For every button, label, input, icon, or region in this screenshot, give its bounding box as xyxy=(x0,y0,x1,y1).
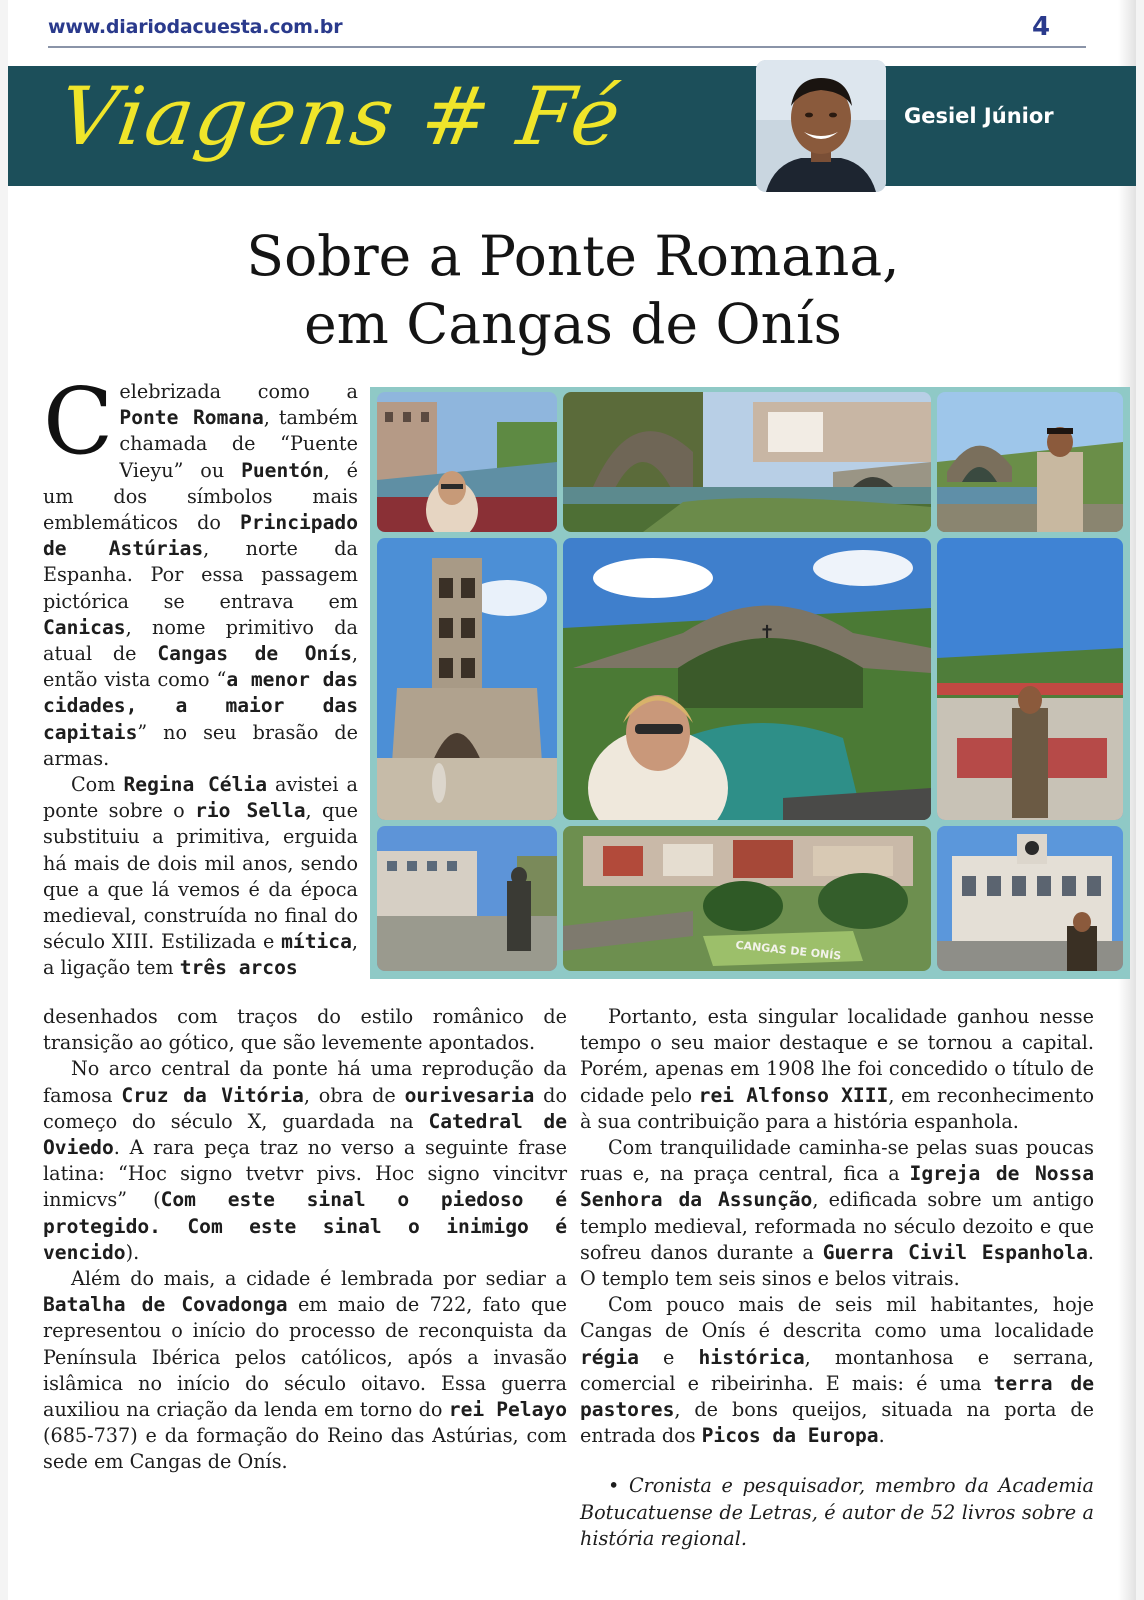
text: do começo do século X, guardada na xyxy=(43,1083,568,1133)
text: Com xyxy=(71,773,124,797)
text: Portanto, esta singular localidade ganhou nesse tempo o seu maior destaque e se tornou a capital. Porém, apenas em 1908 lhe foi concedido o título de cidade pelo xyxy=(580,1005,1094,1107)
author-footnote: • Cronista e pesquisador, membro da Academia Botucatuense de Letras, é autor de 52 livros sobre a história regional. xyxy=(580,1474,1094,1550)
text: Com tranquilidade caminha-se pelas suas poucas ruas e, na praça central, fica a xyxy=(580,1136,1094,1186)
text: , nome primitivo da atual de xyxy=(43,615,358,666)
text: , obra de xyxy=(303,1083,405,1107)
column-title: Viagens # Fé xyxy=(53,70,628,163)
photo-man-bench xyxy=(937,538,1123,820)
paragraph-5 xyxy=(580,1004,1094,1135)
photo-town-river-woman xyxy=(377,392,557,532)
newspaper-page xyxy=(8,0,1136,1600)
paragraph-2-continued: desenhados com traços do estilo românico de transição ao gótico, que são levemente apontados. xyxy=(43,1005,567,1055)
bold-text: Catedral de Oviedo xyxy=(43,1109,568,1160)
bold-text: Cangas de Onís xyxy=(157,642,352,666)
page-number: 4 xyxy=(1032,12,1051,42)
text: , norte da Espanha. Por essa passagem pictórica se entrava em xyxy=(43,537,359,613)
text: , que substituiu a primitiva, erguida há mais de dois mil anos, sendo que a que lá vemos é da época medieval, construída no final do século XIII. Estilizada e xyxy=(43,799,358,954)
text: em maio de 722, fato que representou o início do processo de reconquista da Península Ibérica pelos católicos, após a invasão islâmica no início do século oitavo. Essa guerra auxiliou na criação da lenda em torno do xyxy=(43,1293,567,1422)
text: , então vista como “ xyxy=(43,642,358,692)
bold-text: rio Sella xyxy=(195,799,306,823)
bold-text: Puentón xyxy=(241,458,324,482)
bold-text: três arcos xyxy=(179,956,298,980)
bold-text: Guerra Civil Espanhola xyxy=(822,1240,1088,1264)
photo-roman-bridge-woman xyxy=(563,538,931,820)
text: Além do mais, a cidade é lembrada por sediar a xyxy=(71,1267,567,1291)
text: ” no seu brasão de armas. xyxy=(43,720,358,770)
text: Com pouco mais de seis mil habitantes, hoje Cangas de Onís é descrita como uma localidade xyxy=(580,1293,1094,1343)
bold-text: Ponte Romana xyxy=(119,406,264,430)
paragraph-3 xyxy=(43,1056,567,1266)
photo-church-tower xyxy=(377,538,557,820)
top-divider xyxy=(48,46,1086,48)
photo-plaza-statue xyxy=(377,826,557,971)
bold-text: rei Alfonso XIII xyxy=(698,1083,889,1107)
text: . xyxy=(878,1424,885,1448)
bold-text: Picos da Europa xyxy=(701,1424,879,1448)
bold-text: Igreja de Nossa Senhora da Assunção xyxy=(580,1162,1094,1212)
bold-text: Canicas xyxy=(43,615,126,639)
text: , é um dos símbolos mais emblemáticos do xyxy=(43,458,358,535)
text: , montanhosa e serrana, comercial e ribeirinha. E mais: é uma xyxy=(580,1345,1094,1395)
article-column-left-top xyxy=(43,368,359,982)
text: (685-737) e da formação do Reino das Astúrias, com sede em Cangas de Onís. xyxy=(43,1424,567,1474)
bold-text: Com este sinal o piedoso é protegido. Com este sinal o inimigo é vencido xyxy=(43,1188,567,1264)
photo-town-hall xyxy=(937,826,1123,971)
bold-text: a menor das cidades, a maior das capitais xyxy=(43,668,358,744)
text: , edificada sobre um antigo templo medieval, reformada no século dezoito e que sofreu danos durante a xyxy=(580,1188,1095,1264)
site-url[interactable]: www.diariodacuesta.com.br xyxy=(48,16,343,38)
text: , também chamada de “Puente Vieyu” ou xyxy=(119,406,358,482)
bold-text: rei Pelayo xyxy=(448,1398,567,1422)
bold-text: Principado de Astúrias xyxy=(43,511,358,561)
text: . O templo tem seis sinos e belos vitrais. xyxy=(580,1240,1094,1291)
text: ). xyxy=(125,1240,140,1264)
paragraph-7 xyxy=(580,1292,1094,1449)
photo-town-aerial-sign xyxy=(563,826,931,971)
paragraph-1 xyxy=(43,368,359,772)
photo-bridge-man xyxy=(937,392,1123,532)
svg-text:✝: ✝ xyxy=(759,622,775,643)
bold-text: régia xyxy=(580,1345,639,1369)
text: , a ligação tem xyxy=(43,930,358,980)
paragraph-2 xyxy=(43,772,358,982)
drop-cap: C xyxy=(43,368,114,475)
photo-gallery xyxy=(370,387,1130,979)
author-name: Gesiel Júnior xyxy=(904,104,1054,128)
author-photo xyxy=(756,60,886,192)
bold-text: histórica xyxy=(698,1345,805,1369)
town-flower-sign: CANGAS DE ONÍS xyxy=(734,938,842,963)
bold-text: Cruz da Vitória xyxy=(121,1083,304,1107)
text: , de bons queijos, situada na porta de entrada dos xyxy=(580,1398,1094,1448)
text: e xyxy=(638,1345,699,1369)
article-headline xyxy=(68,222,1078,358)
text: No arco central da ponte há uma reprodução da famosa xyxy=(43,1057,567,1107)
paragraph-6 xyxy=(580,1135,1094,1292)
text: avistei a ponte sobre o xyxy=(43,773,359,823)
text: elebrizada como a xyxy=(119,380,358,403)
article-column-right xyxy=(580,1004,1094,1552)
bold-text: ourivesaria xyxy=(404,1083,535,1107)
paragraph-4 xyxy=(43,1266,567,1476)
photo-bridge-arch-town xyxy=(563,392,931,532)
headline-line-2: em Cangas de Onís xyxy=(304,292,842,356)
bold-text: Batalha de Covadonga xyxy=(43,1293,288,1317)
text: , em reconhecimento à sua contribuição para a história espanhola. xyxy=(580,1083,1094,1133)
text: . A rara peça traz no verso a seguinte frase latina: “Hoc signo tvetvr pivs. Hoc signo vincitvr inmicvs” ( xyxy=(43,1136,567,1212)
bold-text: mítica xyxy=(281,930,352,954)
bold-text: Regina Célia xyxy=(123,773,267,797)
headline-line-1: Sobre a Ponte Romana, xyxy=(246,224,900,288)
article-column-left-bottom xyxy=(43,1004,567,1476)
bold-text: terra de pastores xyxy=(580,1371,1094,1422)
